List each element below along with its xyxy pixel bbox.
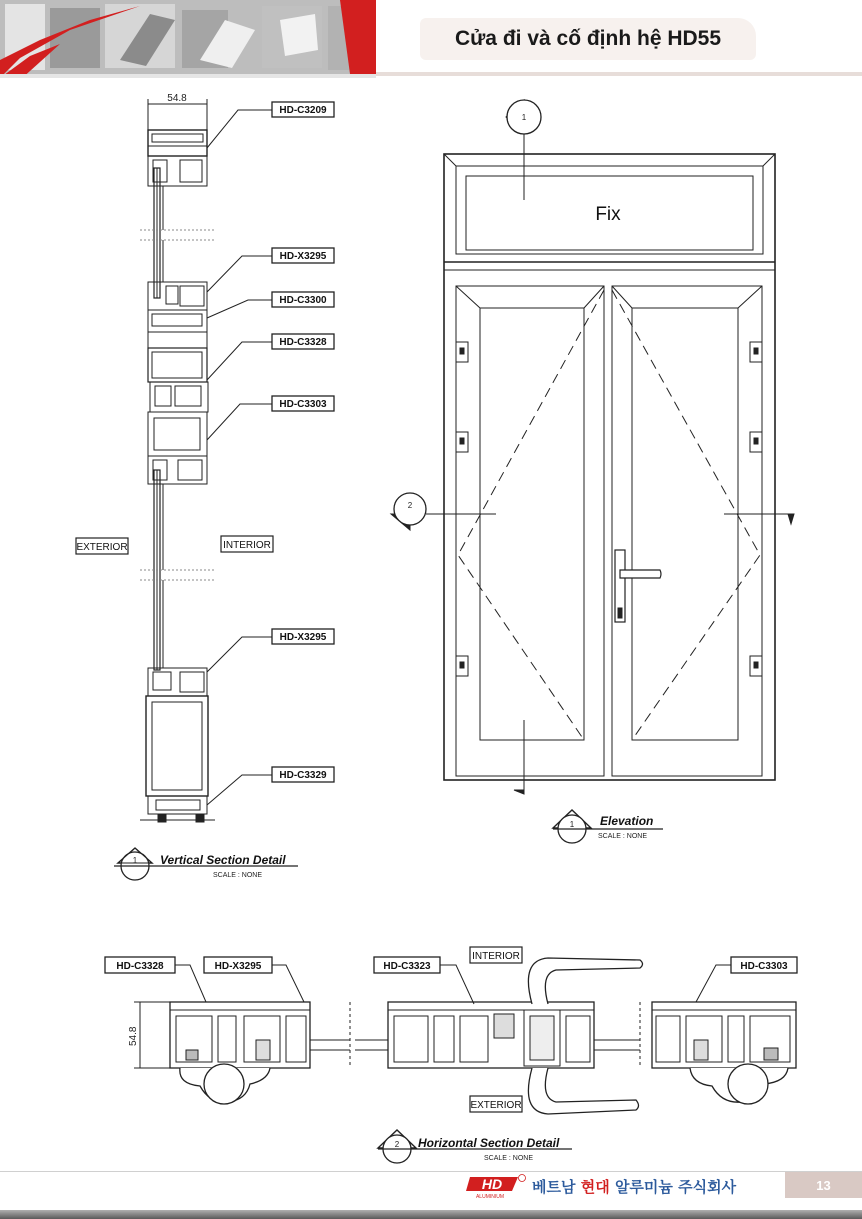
horizontal-label-3: HD-C3323 [383, 961, 431, 972]
elevation-scale: SCALE : NONE [598, 833, 648, 840]
horizontal-label-2: HD-X3295 [214, 961, 262, 972]
horizontal-section-title: Horizontal Section Detail [418, 1136, 560, 1150]
horizontal-label-4: HD-C3303 [740, 961, 788, 972]
vertical-label-4: HD-C3328 [279, 337, 327, 348]
vertical-label-5: HD-C3303 [279, 399, 327, 410]
horizontal-marker-number: 2 [394, 1140, 400, 1149]
page-number: 13 [785, 1172, 862, 1198]
horizontal-exterior-label: EXTERIOR [470, 1100, 522, 1111]
elevation-title: Elevation [600, 814, 654, 828]
bottom-bar [0, 1210, 862, 1219]
horizontal-section-scale: SCALE : NONE [484, 1155, 534, 1162]
vertical-label-7: HD-C3329 [279, 770, 327, 781]
fix-label: Fix [595, 204, 621, 225]
vertical-marker-number: 1 [132, 856, 138, 865]
horizontal-interior-label: INTERIOR [472, 951, 520, 962]
vertical-section-title: Vertical Section Detail [160, 853, 286, 867]
horizontal-label-1: HD-C3328 [116, 961, 164, 972]
elevation-marker-number: 1 [569, 820, 575, 829]
elevation [391, 100, 794, 843]
company-name: 베트남 현대 알루미늄 주식회사 [532, 1177, 737, 1196]
elevation-side-marker: 2 [407, 501, 413, 510]
svg-text:HD: HD [481, 1176, 503, 1192]
interior-label: INTERIOR [223, 540, 271, 551]
svg-text:ALUMINIUM: ALUMINIUM [475, 1194, 505, 1199]
vertical-label-3: HD-C3300 [279, 295, 327, 306]
page-title: Cửa đi và cố định hệ HD55 [420, 18, 756, 60]
vertical-section-scale: SCALE : NONE [213, 872, 263, 879]
elevation-top-marker: 1 [521, 113, 527, 122]
horizontal-section [105, 947, 797, 1163]
company-logo [466, 1173, 526, 1199]
vertical-label-6: HD-X3295 [279, 632, 327, 643]
vertical-dimension: 54.8 [167, 93, 187, 104]
horizontal-dimension: 54.8 [128, 1026, 139, 1046]
vertical-label-1: HD-C3209 [279, 105, 327, 116]
vertical-section [76, 93, 334, 880]
footer-brand [466, 1172, 736, 1200]
exterior-label: EXTERIOR [76, 542, 128, 553]
vertical-label-2: HD-X3295 [279, 251, 327, 262]
